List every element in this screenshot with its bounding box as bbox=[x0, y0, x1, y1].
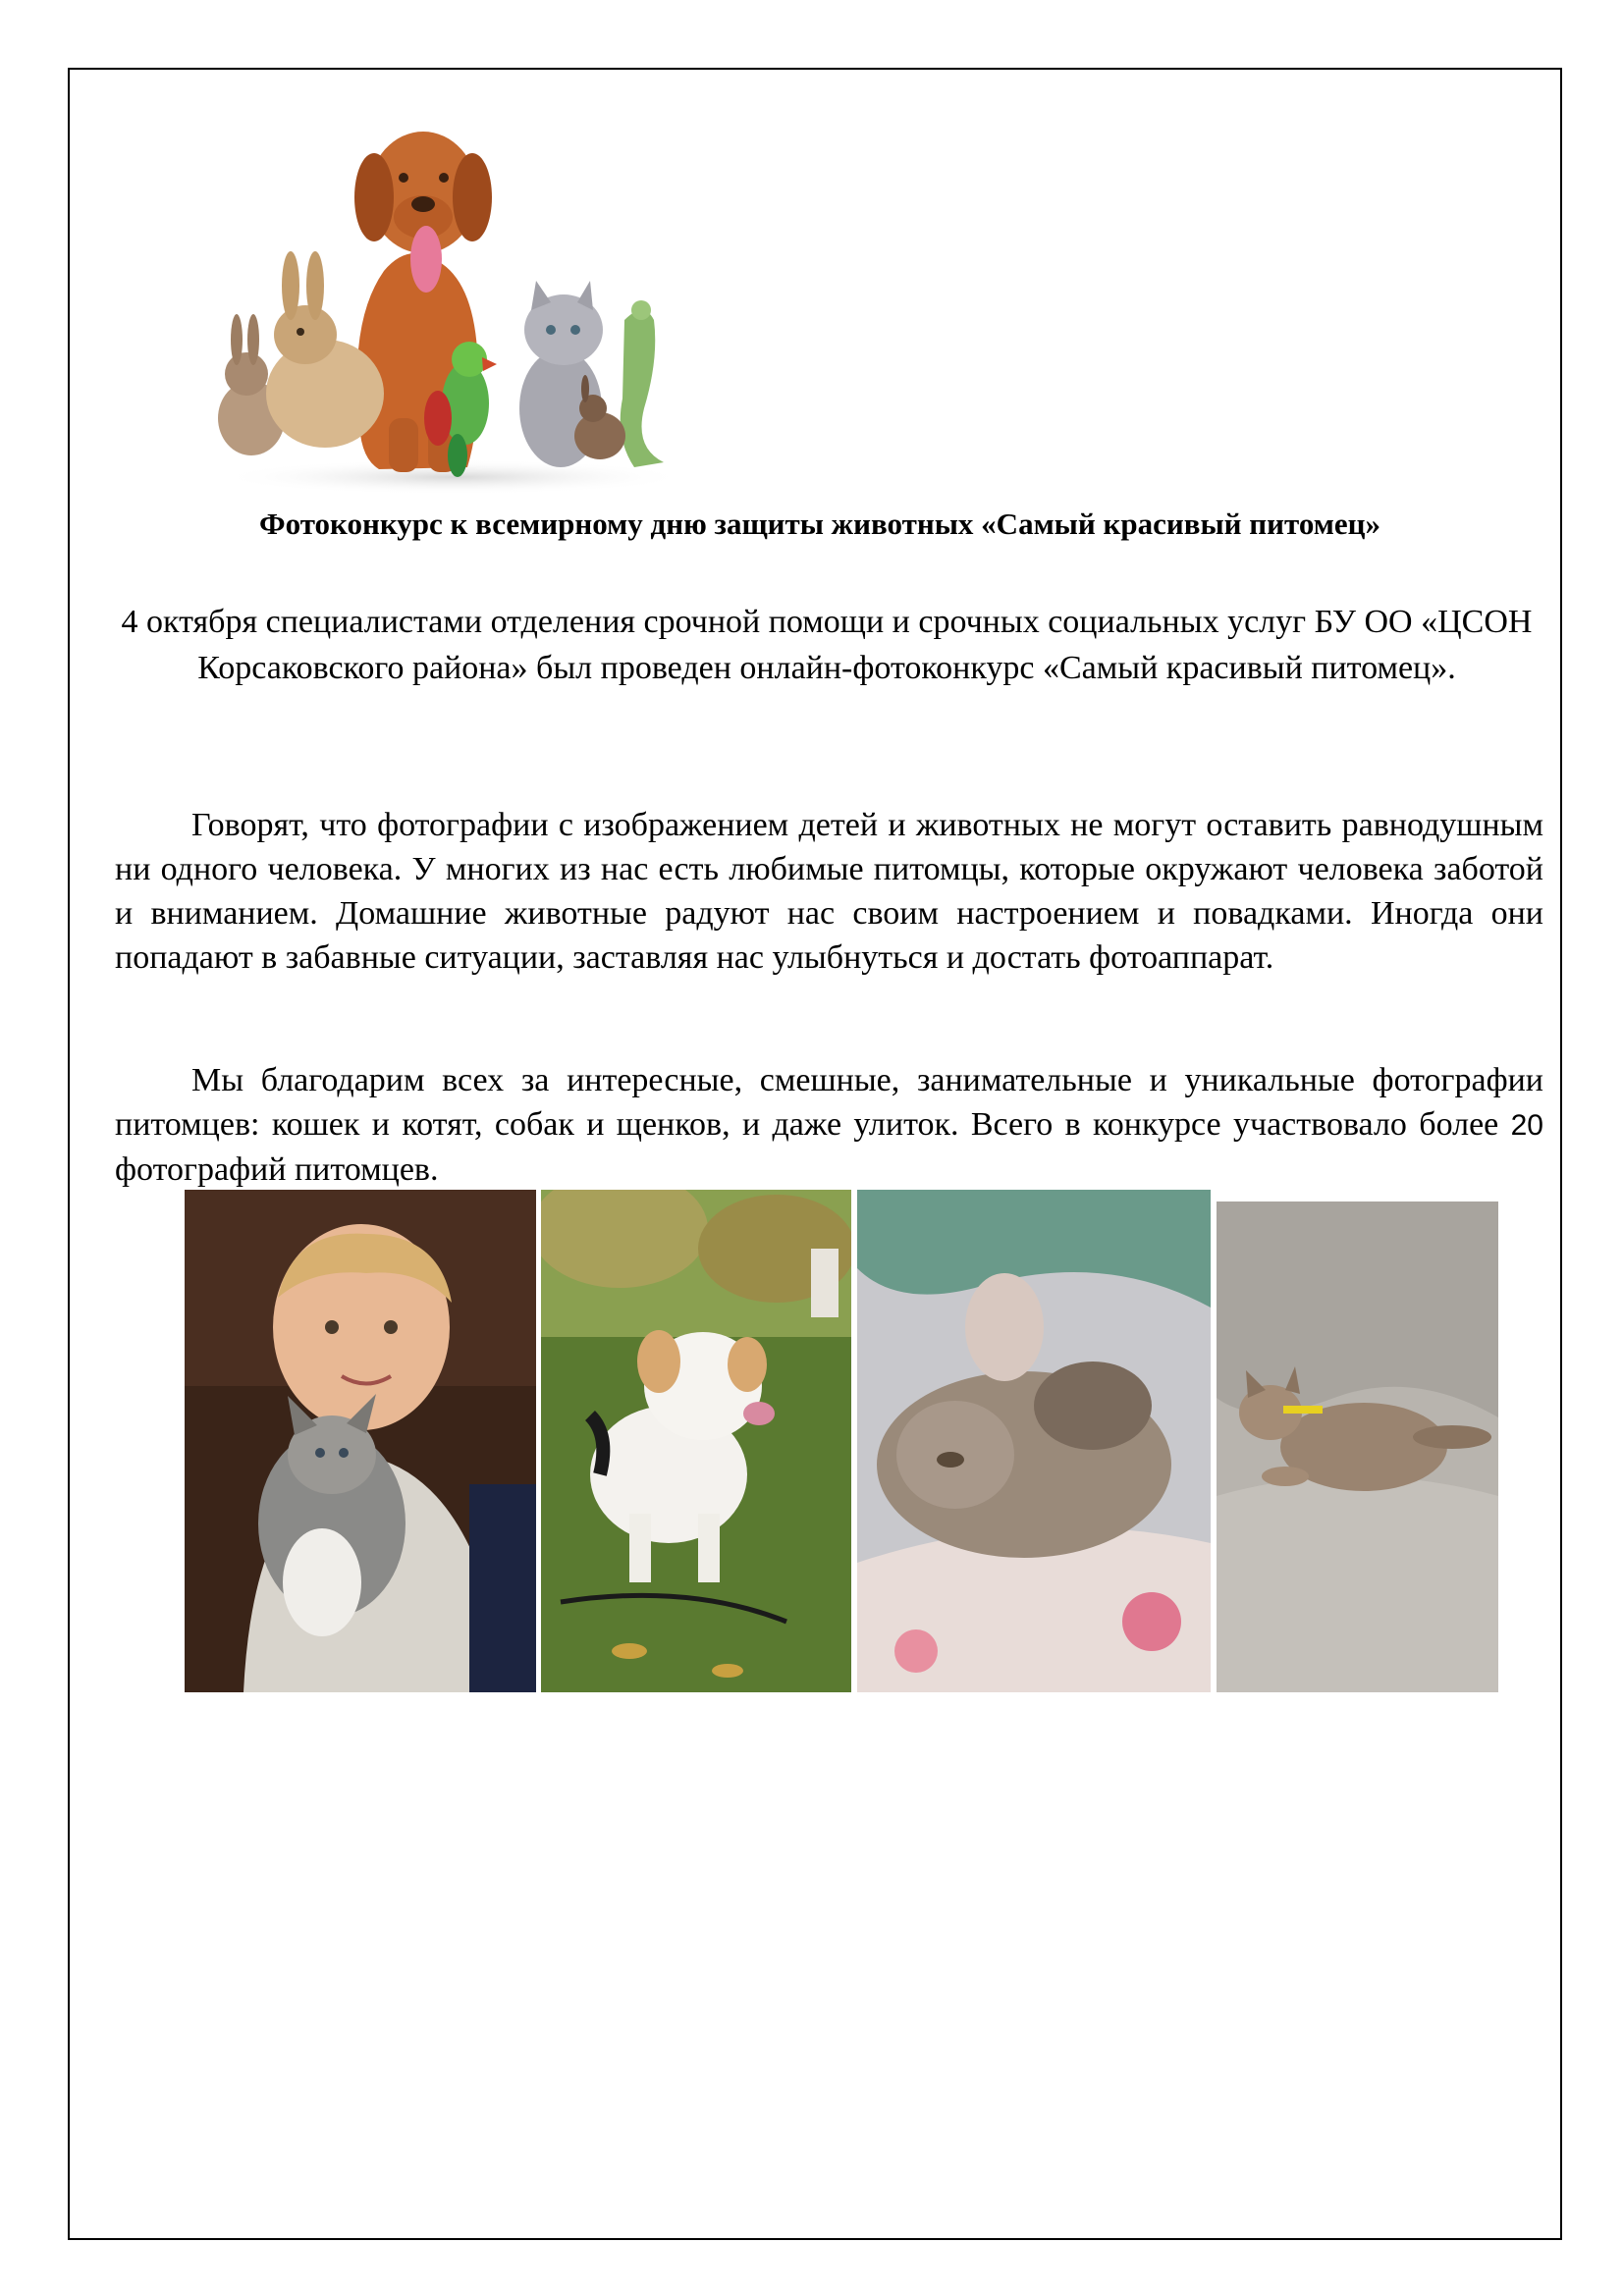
paragraph-2-text-start: Мы благодарим всех за интересные, смешные, занимательные и уникальные фотографии питомцев: кошек и котят, собак и щенков, и даже улиток. Всего в конкурсе участвовало более bbox=[115, 1062, 1543, 1143]
document-title: Фотоконкурс к всемирному дню защиты животных «Самый красивый питомец» bbox=[259, 507, 1380, 541]
photo-white-dog bbox=[541, 1190, 851, 1692]
photo-sleeping-kitten bbox=[857, 1190, 1211, 1692]
photo-tabby-kitten bbox=[1217, 1201, 1498, 1692]
animals-group-illustration bbox=[212, 124, 693, 497]
photo-boy-with-kitten bbox=[185, 1190, 536, 1692]
body-paragraph-1: Говорят, что фотографии с изображением детей и животных не могут оставить равнодушным ни одного человека. У многих из нас есть любимые питомцы, которые окружают человека заботой и вниманием. Домашние животные радуют нас своим настроением и повадками. Иногда они попадают в забавные ситуации, заставляя нас улыбнуться и достать фотоаппарат. bbox=[115, 807, 1543, 976]
participants-count: 20 bbox=[1510, 1109, 1543, 1142]
intro-paragraph: 4 октября специалистами отделения срочной помощи и срочных социальных услуг БУ ОО «ЦСОН Корсаковского района» был проведен онлайн-фотоконкурс «Самый красивый питомец». bbox=[121, 604, 1533, 686]
body-paragraph-2 bbox=[115, 1058, 1543, 1192]
paragraph-2-text-end: фотографий питомцев. bbox=[115, 1151, 439, 1188]
